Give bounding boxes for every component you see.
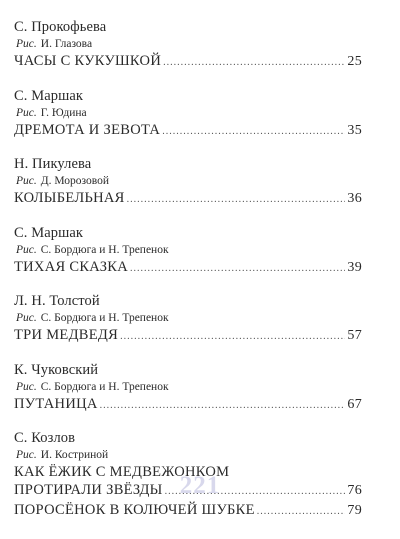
dot-leader [100, 397, 346, 415]
illustrator-name: Г. Юдина [40, 106, 87, 119]
toc-line[interactable] [14, 501, 362, 521]
toc-line[interactable] [14, 52, 362, 72]
illustrator-credit [14, 106, 362, 121]
dot-leader [162, 123, 345, 141]
ris-label: Рис. [16, 243, 37, 256]
page-number: 39 [347, 259, 362, 275]
ris-label: Рис. [16, 106, 37, 119]
illustrator-name: С. Бордюга и Н. Трепенок [40, 312, 169, 324]
dot-leader [130, 260, 345, 278]
illustrator-credit [14, 37, 362, 52]
ris-label: Рис. [16, 449, 37, 461]
toc-entry [14, 224, 362, 278]
page-number: 79 [347, 503, 362, 518]
table-of-contents [14, 18, 362, 536]
story-title: ТИХАЯ СКАЗКА [14, 258, 129, 275]
illustrator-name: Д. Морозовой [40, 175, 110, 187]
ris-label: Рис. [16, 380, 37, 393]
story-title: ДРЕМОТА И ЗЕВОТА [14, 121, 161, 138]
illustrator-credit [14, 380, 362, 395]
toc-entry [14, 292, 362, 346]
ris-label: Рис. [16, 38, 37, 50]
toc-line[interactable] [14, 121, 362, 141]
illustrator-name: И. Костриной [40, 449, 109, 461]
page-number: 67 [347, 396, 362, 412]
story-title-first-line: КАК ЁЖИК С МЕДВЕЖОНКОМ [14, 464, 230, 480]
toc-entry [14, 87, 362, 141]
illustrator-credit [14, 448, 362, 463]
toc-line[interactable] [14, 258, 362, 278]
author-name: Л. Н. Толстой [14, 293, 100, 309]
author-name: С. Маршак [14, 87, 84, 104]
page-number: 35 [347, 122, 362, 138]
illustrator-credit [14, 311, 362, 326]
dot-leader [163, 54, 345, 72]
page-number: 36 [347, 191, 362, 206]
story-title: ПОРОСЁНОК В КОЛЮЧЕЙ ШУБКЕ [14, 502, 255, 518]
toc-line[interactable] [14, 326, 362, 346]
toc-entry [14, 18, 362, 72]
page-number: 25 [347, 54, 362, 69]
author-name: К. Чуковский [14, 361, 99, 378]
ris-label: Рис. [16, 312, 37, 324]
dot-leader [120, 328, 345, 346]
story-title: КОЛЫБЕЛЬНАЯ [14, 190, 125, 206]
story-title: ПУТАНИЦА [14, 395, 98, 412]
page-folio-number: 221 [179, 472, 221, 499]
illustrator-name: С. Бордюга и Н. Трепенок [40, 243, 169, 256]
story-title: ЧАСЫ С КУКУШКОЙ [14, 53, 162, 69]
author-name: С. Козлов [14, 430, 76, 446]
author-name: С. Прокофьева [14, 19, 107, 35]
illustrator-name: И. Глазова [40, 38, 93, 50]
page-number: 57 [347, 328, 362, 343]
toc-entry [14, 361, 362, 415]
story-title: ПРОТИРАЛИ ЗВЁЗДЫ [14, 482, 163, 498]
toc-entry [14, 155, 362, 209]
toc-line[interactable] [14, 189, 362, 209]
illustrator-credit [14, 174, 362, 189]
author-name: Н. Пикулева [14, 156, 92, 172]
story-title: ТРИ МЕДВЕДЯ [14, 327, 119, 343]
page-number: 76 [347, 483, 362, 498]
dot-leader [257, 503, 346, 521]
illustrator-credit [14, 243, 362, 258]
illustrator-name: С. Бордюга и Н. Трепенок [40, 380, 169, 393]
ris-label: Рис. [16, 175, 37, 187]
dot-leader [127, 191, 346, 209]
toc-line[interactable] [14, 395, 362, 415]
author-name: С. Маршак [14, 224, 84, 241]
